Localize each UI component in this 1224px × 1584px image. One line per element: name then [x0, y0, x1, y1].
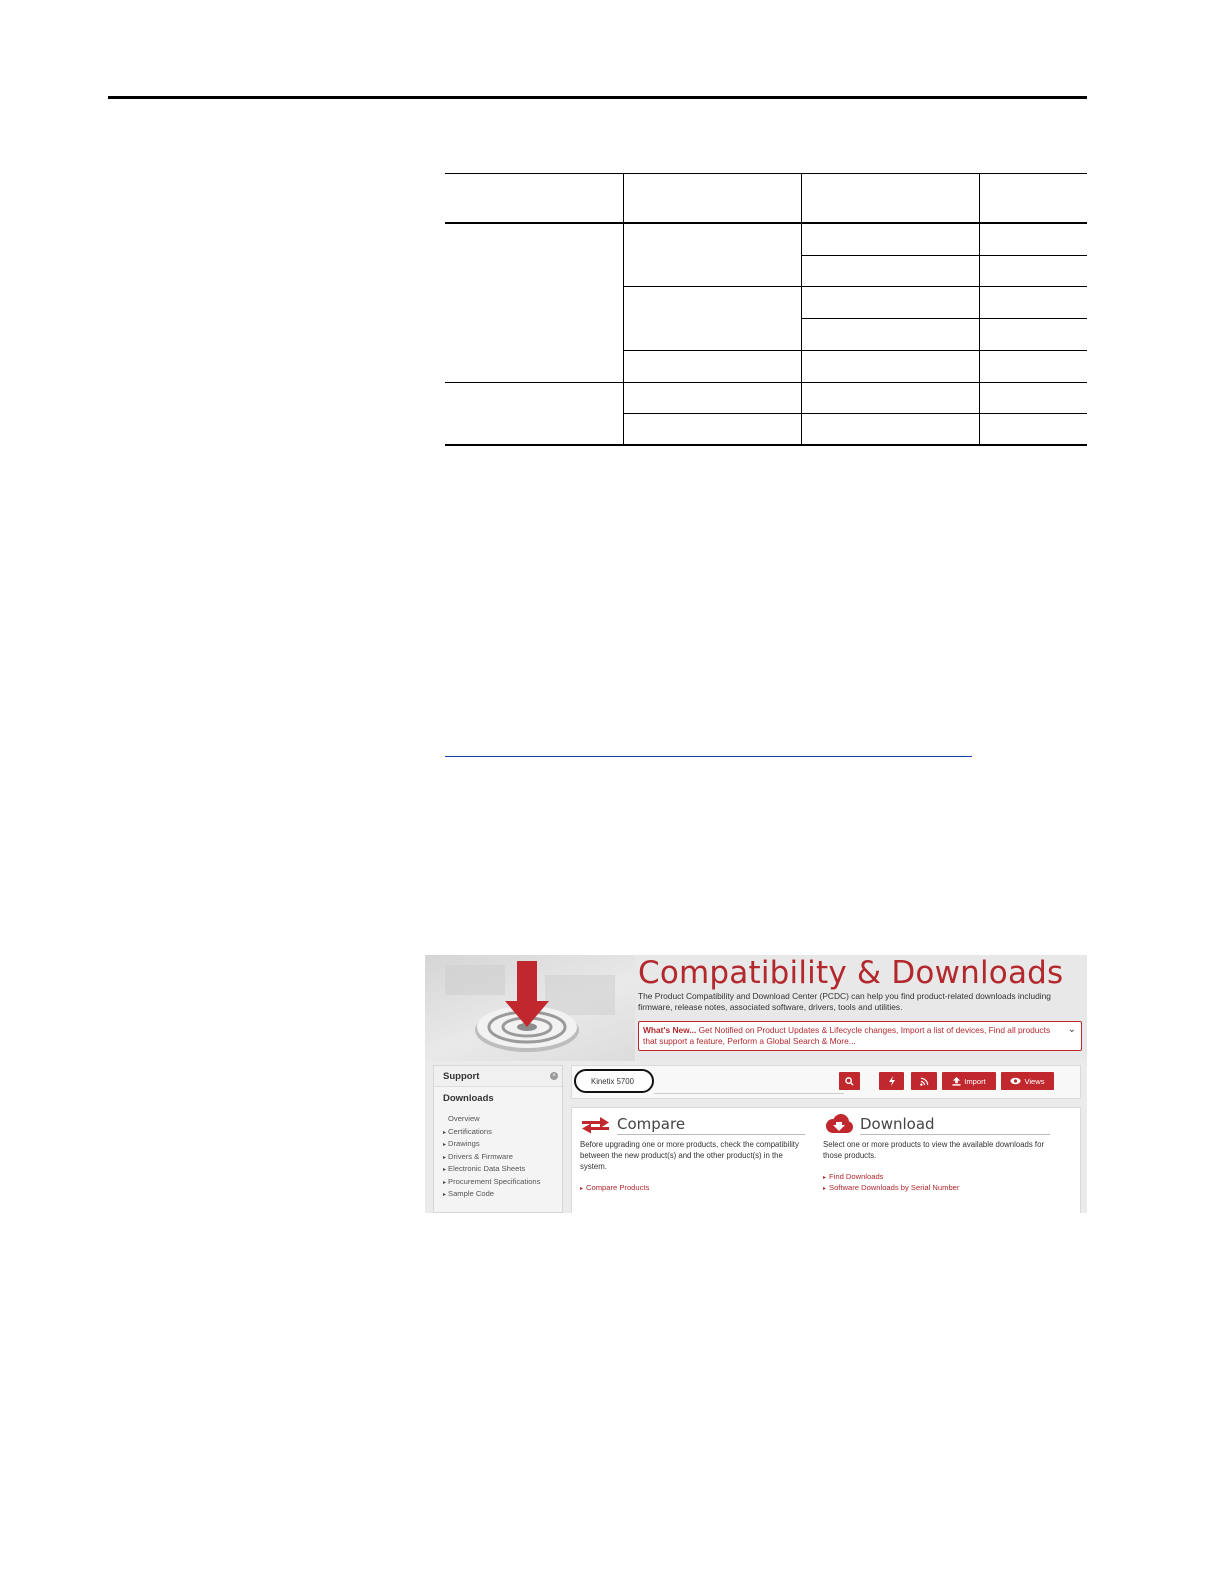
whats-new-box[interactable] [638, 1021, 1082, 1051]
download-rule [860, 1134, 1050, 1135]
search-input[interactable]: Kinetix 5700 [574, 1069, 654, 1093]
views-button[interactable] [1001, 1072, 1054, 1090]
sidebar-item-label: Overview [448, 1114, 480, 1123]
import-button[interactable] [942, 1072, 996, 1090]
sidebar-item-sample-code[interactable]: ▸ Sample Code [443, 1189, 495, 1198]
sidebar-item-drawings[interactable]: ▸ Drawings [443, 1139, 480, 1148]
sidebar-item-label: Drawings [448, 1139, 480, 1148]
find-downloads-label: Find Downloads [829, 1172, 884, 1181]
upload-icon [952, 1077, 961, 1086]
sidebar-item-label: Electronic Data Sheets [448, 1164, 526, 1173]
sidebar-item-electronic-data-sheets[interactable]: ▸ Electronic Data Sheets [443, 1164, 526, 1173]
compare-rule [617, 1134, 805, 1135]
import-label: Import [964, 1076, 986, 1086]
sidebar [433, 1065, 563, 1213]
download-arrow-icon [425, 955, 635, 1061]
sidebar-item-drivers-firmware[interactable]: ▸ Drivers & Firmware [443, 1152, 513, 1161]
sidebar-item-label: Sample Code [448, 1189, 495, 1198]
sidebar-downloads-label: Downloads [443, 1093, 494, 1104]
compare-description: Before upgrading one or more products, check the compatibility between the new product(s) and the other product(s) in the system. [580, 1140, 799, 1171]
search-bar [571, 1065, 1081, 1099]
download-description: Select one or more products to view the available downloads for those products. [823, 1140, 1045, 1160]
cloud-download-icon [824, 1113, 854, 1135]
link-underline[interactable] [445, 756, 972, 757]
sidebar-item-label: Procurement Specifications [448, 1177, 541, 1186]
whats-new-label: What's New... [643, 1025, 697, 1035]
compare-products-label: Compare Products [586, 1183, 650, 1192]
whats-new-body: Get Notified on Product Updates & Lifecycle changes, Import a list of devices, Find all products that support a feature, Perform a Global Search & More... [643, 1025, 1051, 1046]
download-title: Download [860, 1115, 935, 1133]
sidebar-item-certifications[interactable]: ▸ Certifications [443, 1127, 492, 1136]
close-icon[interactable]: × [550, 1072, 558, 1080]
hero-description: The Product Compatibility and Download Center (PCDC) can help you find product-related downloads including firmware, release notes, associated software, drivers, tools and utilities. [638, 991, 1051, 1012]
lightning-button[interactable] [879, 1072, 904, 1090]
search-icon [845, 1077, 854, 1086]
find-downloads-link[interactable]: ▸ Find Downloads [823, 1172, 884, 1181]
eye-icon [1010, 1077, 1021, 1085]
sidebar-item-label: Drivers & Firmware [448, 1152, 513, 1161]
search-button[interactable] [839, 1072, 860, 1090]
views-label: Views [1024, 1076, 1045, 1086]
search-underline [654, 1093, 844, 1094]
main-panel [571, 1107, 1081, 1213]
sidebar-item-procurement-specifications[interactable]: ▸ Procurement Specifications [443, 1177, 541, 1186]
pcdc-screenshot [425, 955, 1087, 1213]
header-rule [108, 96, 1087, 99]
rss-icon [920, 1077, 929, 1086]
compare-title: Compare [617, 1115, 686, 1133]
hero-banner [425, 955, 1087, 1061]
rss-button[interactable] [911, 1072, 937, 1090]
serial-number-downloads-link[interactable]: ▸ Software Downloads by Serial Number [823, 1183, 960, 1192]
compare-arrows-icon [582, 1116, 610, 1134]
sidebar-item-overview[interactable] [448, 1114, 480, 1123]
sidebar-support-label: Support [443, 1071, 480, 1082]
hero-title: Compatibility & Downloads [638, 955, 1064, 991]
chevron-down-icon[interactable]: ⌄ [1067, 1024, 1076, 1035]
serial-number-downloads-label: Software Downloads by Serial Number [829, 1183, 960, 1192]
hero-art [425, 955, 635, 1061]
sidebar-support-header[interactable] [434, 1066, 562, 1087]
lightning-icon [888, 1076, 896, 1086]
whats-new-text [643, 1025, 1059, 1047]
compare-products-link[interactable]: ▸ Compare Products [580, 1183, 650, 1192]
sidebar-item-label: Certifications [448, 1127, 492, 1136]
